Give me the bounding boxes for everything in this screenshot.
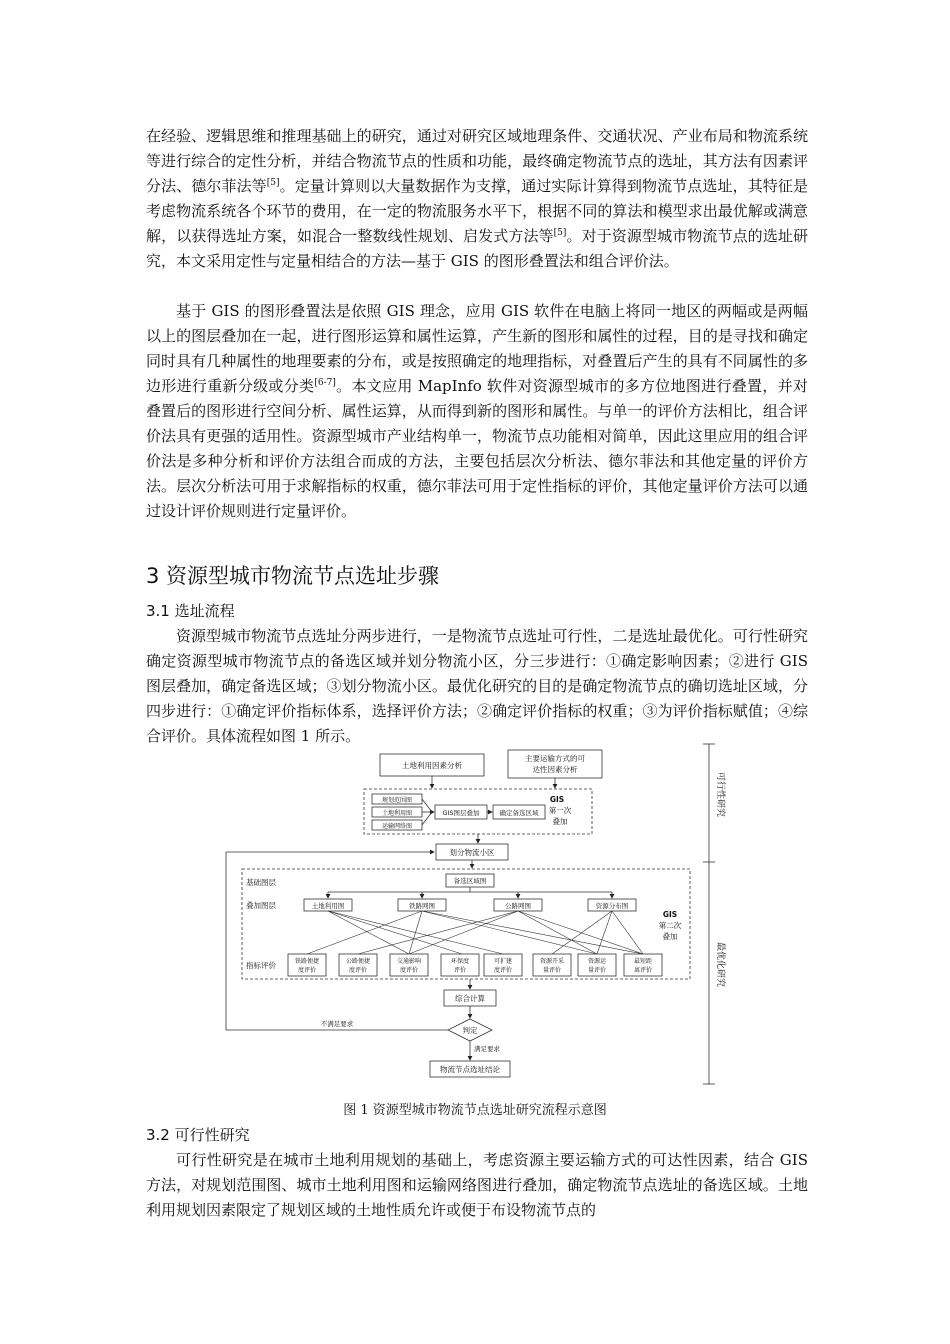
land-use-analysis-label: 土地利用因素分析	[402, 761, 462, 770]
indicator-label: 资源开采	[539, 958, 565, 965]
indicator-label: 环保度	[450, 958, 470, 965]
indicator-label: 铁路便捷	[294, 958, 320, 965]
citation-ref: [6-7]	[314, 378, 336, 388]
intro-paragraph	[146, 124, 808, 274]
gis-overlay-label: GIS图层叠加	[442, 809, 480, 817]
overlay-resource-label: 资源分布图	[595, 902, 629, 910]
layer-plan-label: 规划范围图	[381, 797, 413, 804]
flowchart-figure	[222, 742, 727, 1087]
citation-ref: [5]	[266, 178, 280, 188]
determine-area-label: 确定备选区域	[499, 809, 539, 817]
indicator-label: 公路便捷	[345, 958, 371, 965]
indicator-label: 离评价	[633, 967, 653, 974]
indicator-label: 度评价	[493, 967, 513, 974]
flowchart-svg	[222, 742, 727, 1087]
indicator-label: 资源运	[587, 958, 607, 965]
not-satisfied-label: 不满足要求	[320, 1020, 354, 1028]
indicator-label: 评价	[453, 967, 467, 974]
transport-analysis-label: 主要运输方式的可	[525, 754, 585, 763]
section-3-2-heading: 3.2 可行性研究	[146, 1126, 250, 1144]
gis-first-label: 叠加	[552, 817, 568, 826]
conclusion-label: 物流节点选址结论	[440, 1065, 500, 1074]
overlay-road-label: 公路网图	[505, 902, 531, 910]
layer-land-label: 土地利用图	[381, 810, 413, 817]
intro-text-1: 在经验、逻辑思维和推理基础上的研究，通过对研究区域地理条件、交通状况、产业布局和物流系统等进行综合的定性分析，并结合物流节点的性质和功能，最终确定物流节点的选址，其方法有因素评分法、德尔菲法等	[146, 127, 808, 195]
gis-text-1: 基于 GIS 的图形叠置法是依照 GIS 理念，应用 GIS 软件在电脑上将同一地区的两幅或是两幅以上的图层叠加在一起，进行图形运算和属性运算，产生新的图形和属性的过程，目的是寻找和确定同时具有几种属性的地理要素的分布，或是按照确定的地理指标，对叠置后产生的具有不同属性的多边形进行重新分级或分类	[146, 302, 808, 395]
indicator-label: 交通影响	[396, 958, 422, 965]
gis-paragraph	[146, 299, 808, 524]
comprehensive-label: 综合计算	[455, 994, 485, 1003]
citation-ref: [5]	[553, 228, 567, 238]
indicator-label: 度评价	[297, 967, 317, 974]
base-layer-label: 基础图层	[246, 878, 276, 887]
gis-first-label: 第一次	[548, 806, 572, 815]
section-3-2-paragraph: 可行性研究是在城市土地利用规划的基础上，考虑资源主要运输方式的可达性因素，结合 GIS 方法，对规划范围图、城市土地利用图和运输网络图进行叠加，确定物流节点选址的备选区域。土地利用规划因素限定了规划区域的土地性质允许或便于布设物流节点的	[146, 1151, 808, 1219]
intro-text-2: 。定量计算则以大量数据作为支撑，通过实际计算得到物流节点选址，其特征是考虑物流系统各个环节的费用，在一定的物流服务水平下，根据不同的算法和模型求出最优解或满意解，以获得选址方案，如混合一整数线性规划、启发式方法等	[146, 177, 808, 245]
feasibility-study-label: 可行性研究	[715, 772, 725, 818]
indicator-label: 最短距	[633, 958, 653, 965]
overlay-rail-label: 铁路网图	[409, 902, 435, 910]
overlay-land-label: 土地利用图	[311, 902, 345, 910]
intro-text-3: 。对于资源型城市物流节点的选址研究，本文采用定性与定量相结合的方法—基于 GIS 的图形叠置法和组合评价法。	[146, 227, 808, 270]
indicator-label: 量评价	[587, 967, 607, 974]
section-3-1-paragraph: 资源型城市物流节点选址分两步进行，一是物流节点选址可行性，二是选址最优化。可行性研究确定资源型城市物流节点的备选区域并划分物流小区，分三步进行：①确定影响因素；②进行 GIS 图层叠加，确定备选区域；③划分物流小区。最优化研究的目的是确定物流节点的确切选址区域，分四步进行：①确定评价指标体系，选择评价方法；②确定评价指标的权重；③为评价指标赋值；④综合评价。具体流程如图 1 所示。	[146, 627, 808, 745]
figure-caption: 图 1 资源型城市物流节点选址研究流程示意图	[343, 1103, 607, 1118]
gis-second-label: GIS	[662, 910, 678, 919]
judge-label: 判定	[462, 1026, 478, 1035]
gis-text-2: 。本文应用 MapInfo 软件对资源型城市的多方位地图进行叠置，并对叠置后的图形进行空间分析、属性运算，从而得到新的图形和属性。与单一的评价方法相比，组合评价法具有更强的适用性。资源型城市产业结构单一，物流节点功能相对简单，因此这里应用的组合评价法是多种分析和评价方法组合而成的方法，主要包括层次分析法、德尔菲法和其他定量的评价方法。层次分析法可用于求解指标的权重，德尔菲法可用于定性指标的评价，其他定量评价方法可以通过设计评价规则进行定量评价。	[146, 377, 808, 520]
indicator-label: 量评价	[542, 967, 562, 974]
layer-transport-label: 运输网络图	[381, 823, 413, 830]
divide-zone-label: 划分物流小区	[449, 848, 495, 857]
optimization-study-label: 最优化研究	[715, 942, 725, 988]
indicator-label: 度评价	[399, 967, 419, 974]
candidate-map-label: 备选区域图	[453, 877, 487, 885]
indicator-label: 度评价	[348, 967, 368, 974]
overlay-layer-label: 叠加图层	[246, 901, 276, 910]
indicator-eval-label: 指标评价	[246, 961, 276, 970]
satisfied-label: 满足要求	[474, 1045, 500, 1053]
gis-first-label: GIS	[549, 795, 565, 804]
section-3-1-heading: 3.1 选址流程	[146, 602, 235, 620]
section-3-heading: 3 资源型城市物流节点选址步骤	[146, 564, 440, 588]
transport-analysis-label: 达性因素分析	[532, 765, 578, 774]
gis-second-label: 第二次	[658, 921, 682, 930]
gis-second-label: 叠加	[662, 932, 678, 941]
indicator-label: 可扩建	[493, 958, 513, 965]
